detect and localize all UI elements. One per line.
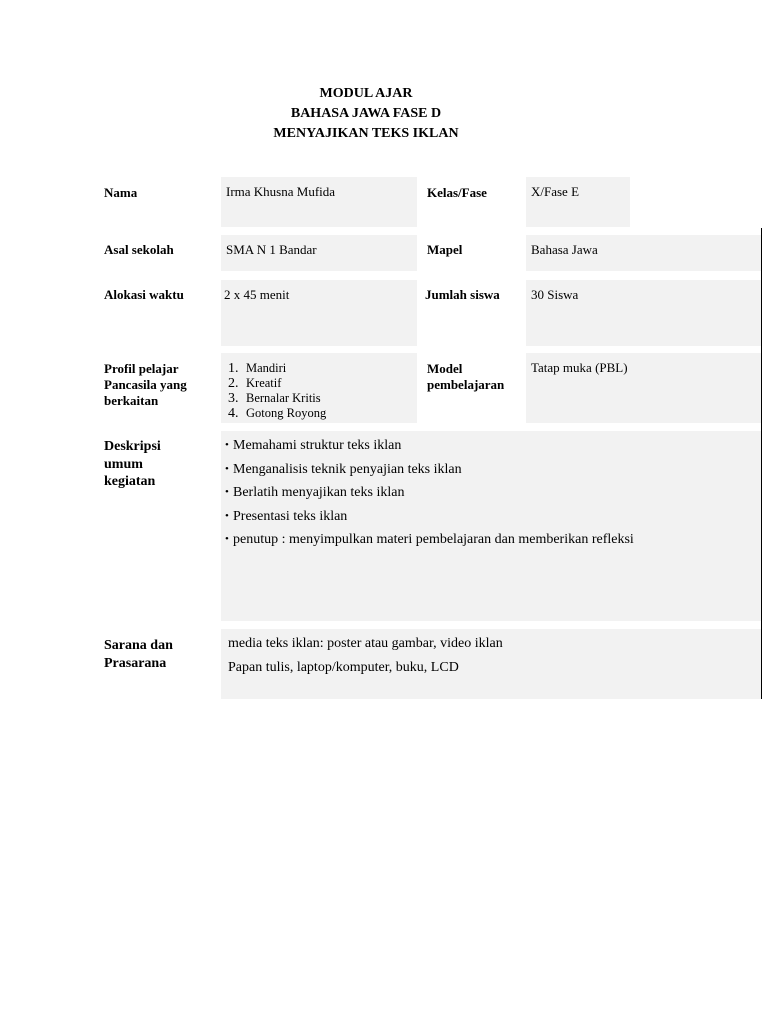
value-mapel: Bahasa Jawa bbox=[531, 242, 598, 257]
label-deskripsi-line: umum bbox=[104, 456, 143, 472]
list-number: 3. bbox=[228, 391, 239, 406]
label-model-line: pembelajaran bbox=[427, 377, 505, 392]
label-jumlah-siswa: Jumlah siswa bbox=[425, 287, 500, 302]
label-profil-line: Profil pelajar bbox=[104, 361, 179, 376]
label-asal-sekolah: Asal sekolah bbox=[104, 242, 174, 257]
list-text: Presentasi teks iklan bbox=[233, 508, 348, 524]
table-right-border bbox=[761, 228, 762, 699]
cell-model-pembelajaran bbox=[526, 353, 761, 423]
list-item bbox=[228, 406, 326, 421]
list-text: Memahami struktur teks iklan bbox=[233, 438, 402, 453]
label-profil-line: berkaitan bbox=[104, 393, 159, 408]
label-alokasi-waktu: Alokasi waktu bbox=[104, 287, 184, 302]
label-deskripsi-line: Deskripsi bbox=[104, 439, 161, 454]
label-kelas: Kelas/Fase bbox=[427, 185, 487, 200]
cell-nama bbox=[221, 177, 417, 227]
label-deskripsi-line: kegiatan bbox=[104, 474, 156, 489]
list-item bbox=[225, 458, 634, 482]
cell-alokasi-waktu bbox=[221, 280, 417, 346]
list-text: Menganalisis teknik penyajian teks iklan bbox=[233, 461, 462, 477]
value-kelas: X/Fase E bbox=[531, 184, 580, 199]
label-mapel: Mapel bbox=[427, 242, 463, 257]
label-model-pembelajaran bbox=[427, 361, 504, 393]
document-title bbox=[0, 84, 732, 144]
value-model-pembelajaran: Tatap muka (PBL) bbox=[531, 360, 628, 375]
title-line-1: MODUL AJAR bbox=[319, 86, 413, 101]
list-item bbox=[225, 528, 634, 552]
list-number: 4. bbox=[228, 406, 239, 421]
cell-mapel bbox=[526, 235, 761, 271]
cell-sarana bbox=[221, 629, 761, 699]
value-nama: Irma Khusna Mufida bbox=[226, 184, 336, 199]
bullet-icon: • bbox=[225, 486, 229, 499]
list-text: Bernalar Kritis bbox=[246, 391, 321, 405]
list-text: penutup : menyimpulkan materi pembelajaran dan memberikan refleksi bbox=[233, 532, 634, 548]
bullet-icon: • bbox=[225, 509, 229, 522]
list-item bbox=[228, 361, 326, 376]
cell-profil-pelajar bbox=[221, 353, 417, 423]
label-model-line: Model bbox=[427, 361, 463, 376]
sarana-lines bbox=[228, 632, 503, 680]
list-item bbox=[228, 376, 326, 391]
list-text: Gotong Royong bbox=[246, 406, 327, 420]
value-jumlah-siswa: 30 Siswa bbox=[531, 287, 579, 302]
label-sarana-line: Prasarana bbox=[104, 655, 167, 671]
label-deskripsi bbox=[104, 438, 161, 491]
title-line-2: BAHASA JAWA FASE D bbox=[290, 106, 442, 121]
deskripsi-list bbox=[225, 434, 634, 552]
bullet-icon: • bbox=[225, 533, 229, 546]
list-text: Mandiri bbox=[246, 361, 287, 375]
list-number: 2. bbox=[228, 376, 239, 391]
value-asal-sekolah: SMA N 1 Bandar bbox=[226, 242, 317, 257]
profil-list bbox=[228, 361, 326, 421]
list-item bbox=[225, 481, 634, 505]
list-text: Berlatih menyajikan teks iklan bbox=[233, 485, 405, 501]
cell-kelas bbox=[526, 177, 630, 227]
value-alokasi-waktu: 2 x 45 menit bbox=[224, 287, 290, 302]
sarana-line: media teks iklan: poster atau gambar, video iklan bbox=[228, 636, 503, 651]
label-profil-pelajar bbox=[104, 361, 187, 409]
cell-jumlah-siswa bbox=[526, 280, 761, 346]
label-profil-line: Pancasila yang bbox=[104, 377, 187, 392]
list-item bbox=[225, 505, 634, 529]
sarana-line: Papan tulis, laptop/komputer, buku, LCD bbox=[228, 660, 459, 675]
list-item bbox=[225, 434, 634, 458]
cell-asal-sekolah bbox=[221, 235, 417, 271]
cell-deskripsi bbox=[221, 431, 761, 621]
title-line-3: MENYAJIKAN TEKS IKLAN bbox=[273, 126, 459, 141]
list-item bbox=[228, 391, 326, 406]
label-nama: Nama bbox=[104, 185, 138, 200]
label-sarana bbox=[104, 637, 173, 672]
bullet-icon: • bbox=[225, 439, 229, 451]
bullet-icon: • bbox=[225, 462, 229, 475]
label-sarana-line: Sarana dan bbox=[104, 638, 173, 653]
list-text: Kreatif bbox=[246, 376, 282, 390]
list-number: 1. bbox=[228, 361, 239, 376]
